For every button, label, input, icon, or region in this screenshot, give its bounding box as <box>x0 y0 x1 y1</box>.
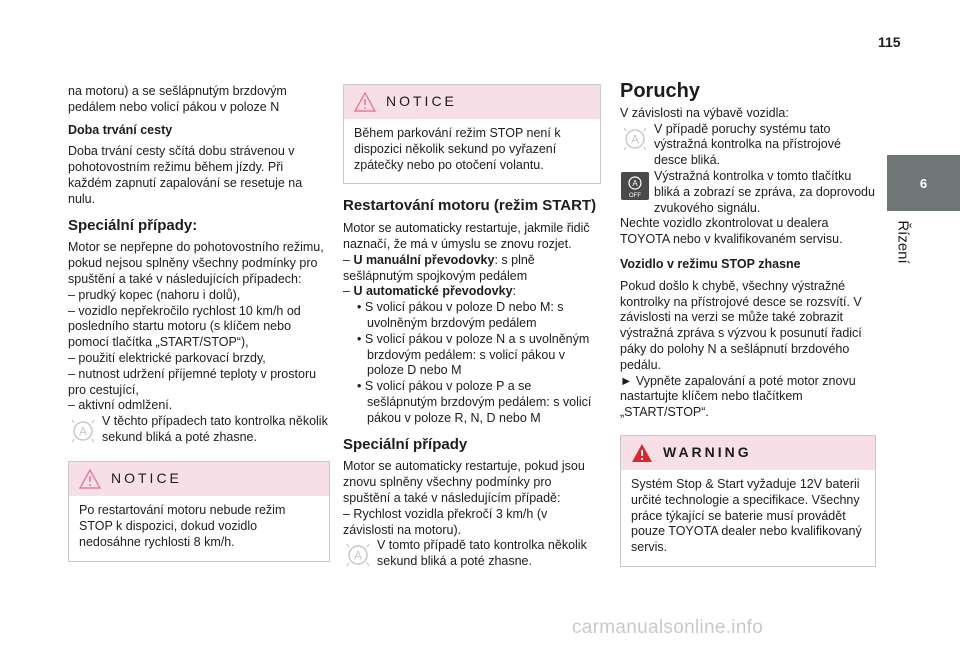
warning-triangle-icon <box>354 92 376 112</box>
paragraph: na motoru) a se sešlápnutým brzdovým pedálem nebo volicí pákou v poloze N <box>68 84 287 114</box>
icon-note-text: V těchto případech tato kontrolka několik sekund bliká a poté zhasne. <box>102 414 328 444</box>
auto-label: U automatické převodovky <box>353 284 513 299</box>
warning-title: WARNING <box>663 444 752 461</box>
notice-header <box>69 462 329 496</box>
icon-note <box>620 169 876 216</box>
notice-box <box>68 461 330 561</box>
auto-stop-start-icon <box>343 540 373 570</box>
warning-text: Systém Stop & Start vyžaduje 12V baterii určité technologie a specifikace. Všechny práce týkající se baterie musí provádět pouze TOYOTA dealer nebo kvalifikovaný servis. <box>631 476 862 555</box>
paragraph: Doba trvání cesty sčítá dobu strávenou v pohotovostním režimu během jízdy. Při každém zapnutí zapalování se resetuje na nulu. <box>68 144 303 206</box>
icon-note-text: V případě poruchy systému tato výstražná kontrolka na přístrojové desce bliká. <box>654 121 841 168</box>
heading-faults: Poruchy <box>620 80 701 102</box>
bullet-item: • S volicí pákou v poloze N a s uvolněným brzdovým pedálem: s volicí pákou v poloze D nebo M <box>357 331 590 378</box>
notice-text: Po restartování motoru nebude režim STOP k dispozici, dokud vozidlo nedosáhne rychlosti 8 km/h. <box>79 503 286 549</box>
warning-triangle-icon <box>79 469 101 489</box>
paragraph: Pokud došlo k chybě, všechny výstražné kontrolky na přístrojové desce se rozsvítí. V závislosti na verzi se může také zobrazit výstražná zpráva s výzvou k posunutí řadicí páky do polohy N a sešlápnutí brzdového pedálu. <box>620 278 862 372</box>
stop-start-off-button-icon <box>620 171 650 201</box>
warning-triangle-icon <box>631 443 653 463</box>
heading-restart: Restartování motoru (režim START) <box>343 197 597 215</box>
column-middle <box>343 84 601 570</box>
heading-stop-mode: Vozidlo v režimu STOP zhasne <box>620 256 801 271</box>
icon-note <box>343 538 601 570</box>
list-item-manual <box>343 253 601 285</box>
list-item: – vozidlo nepřekročilo rychlost 10 km/h od posledního startu motoru (s klíčem nebo pomocí tlačítka „START/STOP“), <box>68 303 301 350</box>
dash: – <box>343 284 354 299</box>
paragraph: Motor se automaticky restartuje, jakmile řidič naznačí, že má v úmyslu se znovu rozjet. <box>343 221 590 251</box>
column-right <box>620 80 876 567</box>
list-item: – prudký kopec (nahoru i dolů), <box>68 287 241 302</box>
icon-note <box>620 122 876 169</box>
list-item: – použití elektrické parkovací brzdy, <box>68 350 266 365</box>
chapter-label <box>888 212 918 272</box>
paragraph: Motor se automaticky restartuje, pokud jsou znovu splněny všechny podmínky pro spuštění a také v následujícím případě: <box>343 459 585 505</box>
chapter-label-text: Řízení <box>894 220 912 264</box>
auto-text: : <box>512 284 517 299</box>
watermark[interactable]: carmanualsonline.info <box>572 617 764 638</box>
list-item: – aktivní odmlžení. <box>68 398 173 413</box>
paragraph: ► Vypněte zapalování a poté motor znovu nastartujte klíčem nebo tlačítkem „START/STOP“. <box>620 373 856 420</box>
notice-title: NOTICE <box>386 93 457 110</box>
bullet-item: • S volicí pákou v poloze D nebo M: s uvolněným brzdovým pedálem <box>357 300 564 330</box>
manual-label: U manuální převodovky <box>353 252 495 267</box>
heading-duration: Doba trvání cesty <box>68 122 173 137</box>
svg-text:A: A <box>353 548 363 563</box>
dash: – <box>343 252 354 267</box>
page-number: 115 <box>878 34 901 50</box>
list-item: – nutnost udržení příjemné teploty v prostoru pro cestující, <box>68 366 317 397</box>
notice-box <box>343 84 601 184</box>
list-item: – Rychlost vozidla překročí 3 km/h (v závislosti na motoru). <box>343 506 548 537</box>
svg-text:A: A <box>632 178 638 188</box>
bullet-item: • S volicí pákou v poloze P a se sešlápnutým brzdovým pedálem: s volicí pákou v poloze R, N, D nebo M <box>357 379 592 425</box>
svg-text:A: A <box>78 424 88 439</box>
column-left <box>68 84 330 562</box>
heading-special-cases: Speciální případy <box>343 435 468 453</box>
warning-box <box>620 435 876 567</box>
heading-special-cases: Speciální případy: <box>68 216 198 234</box>
auto-stop-start-icon <box>68 416 98 446</box>
chapter-tab[interactable]: 6 <box>887 155 960 211</box>
paragraph: Nechte vozidlo zkontrolovat u dealera TOYOTA nebo v kvalifikovaném servisu. <box>620 216 843 247</box>
svg-text:A: A <box>630 132 640 147</box>
paragraph: Motor se nepřepne do pohotovostního režimu, pokud nejsou splněny všechny podmínky pro spuštění a také v následujících případech: <box>68 240 324 286</box>
svg-text:OFF: OFF <box>629 192 641 199</box>
icon-note-text: V tomto případě tato kontrolka několik sekund bliká a poté zhasne. <box>377 538 587 569</box>
warning-header <box>621 436 875 470</box>
manual-text: : s plně sešlápnutým spojkovým pedálem <box>343 252 535 283</box>
auto-stop-start-icon <box>620 124 650 154</box>
icon-note <box>68 414 330 446</box>
notice-text: Během parkování režim STOP není k dispozici několik sekund po vyřazení zpátečky nebo po otočení volantu. <box>354 126 561 172</box>
list-item-auto <box>343 284 601 300</box>
icon-note-text: Výstražná kontrolka v tomto tlačítku bliká a zobrazí se zpráva, za doprovodu zvukového signálu. <box>654 168 875 215</box>
notice-title: NOTICE <box>111 470 182 487</box>
notice-header <box>344 85 600 119</box>
paragraph: V závislosti na výbavě vozidla: <box>620 105 789 120</box>
